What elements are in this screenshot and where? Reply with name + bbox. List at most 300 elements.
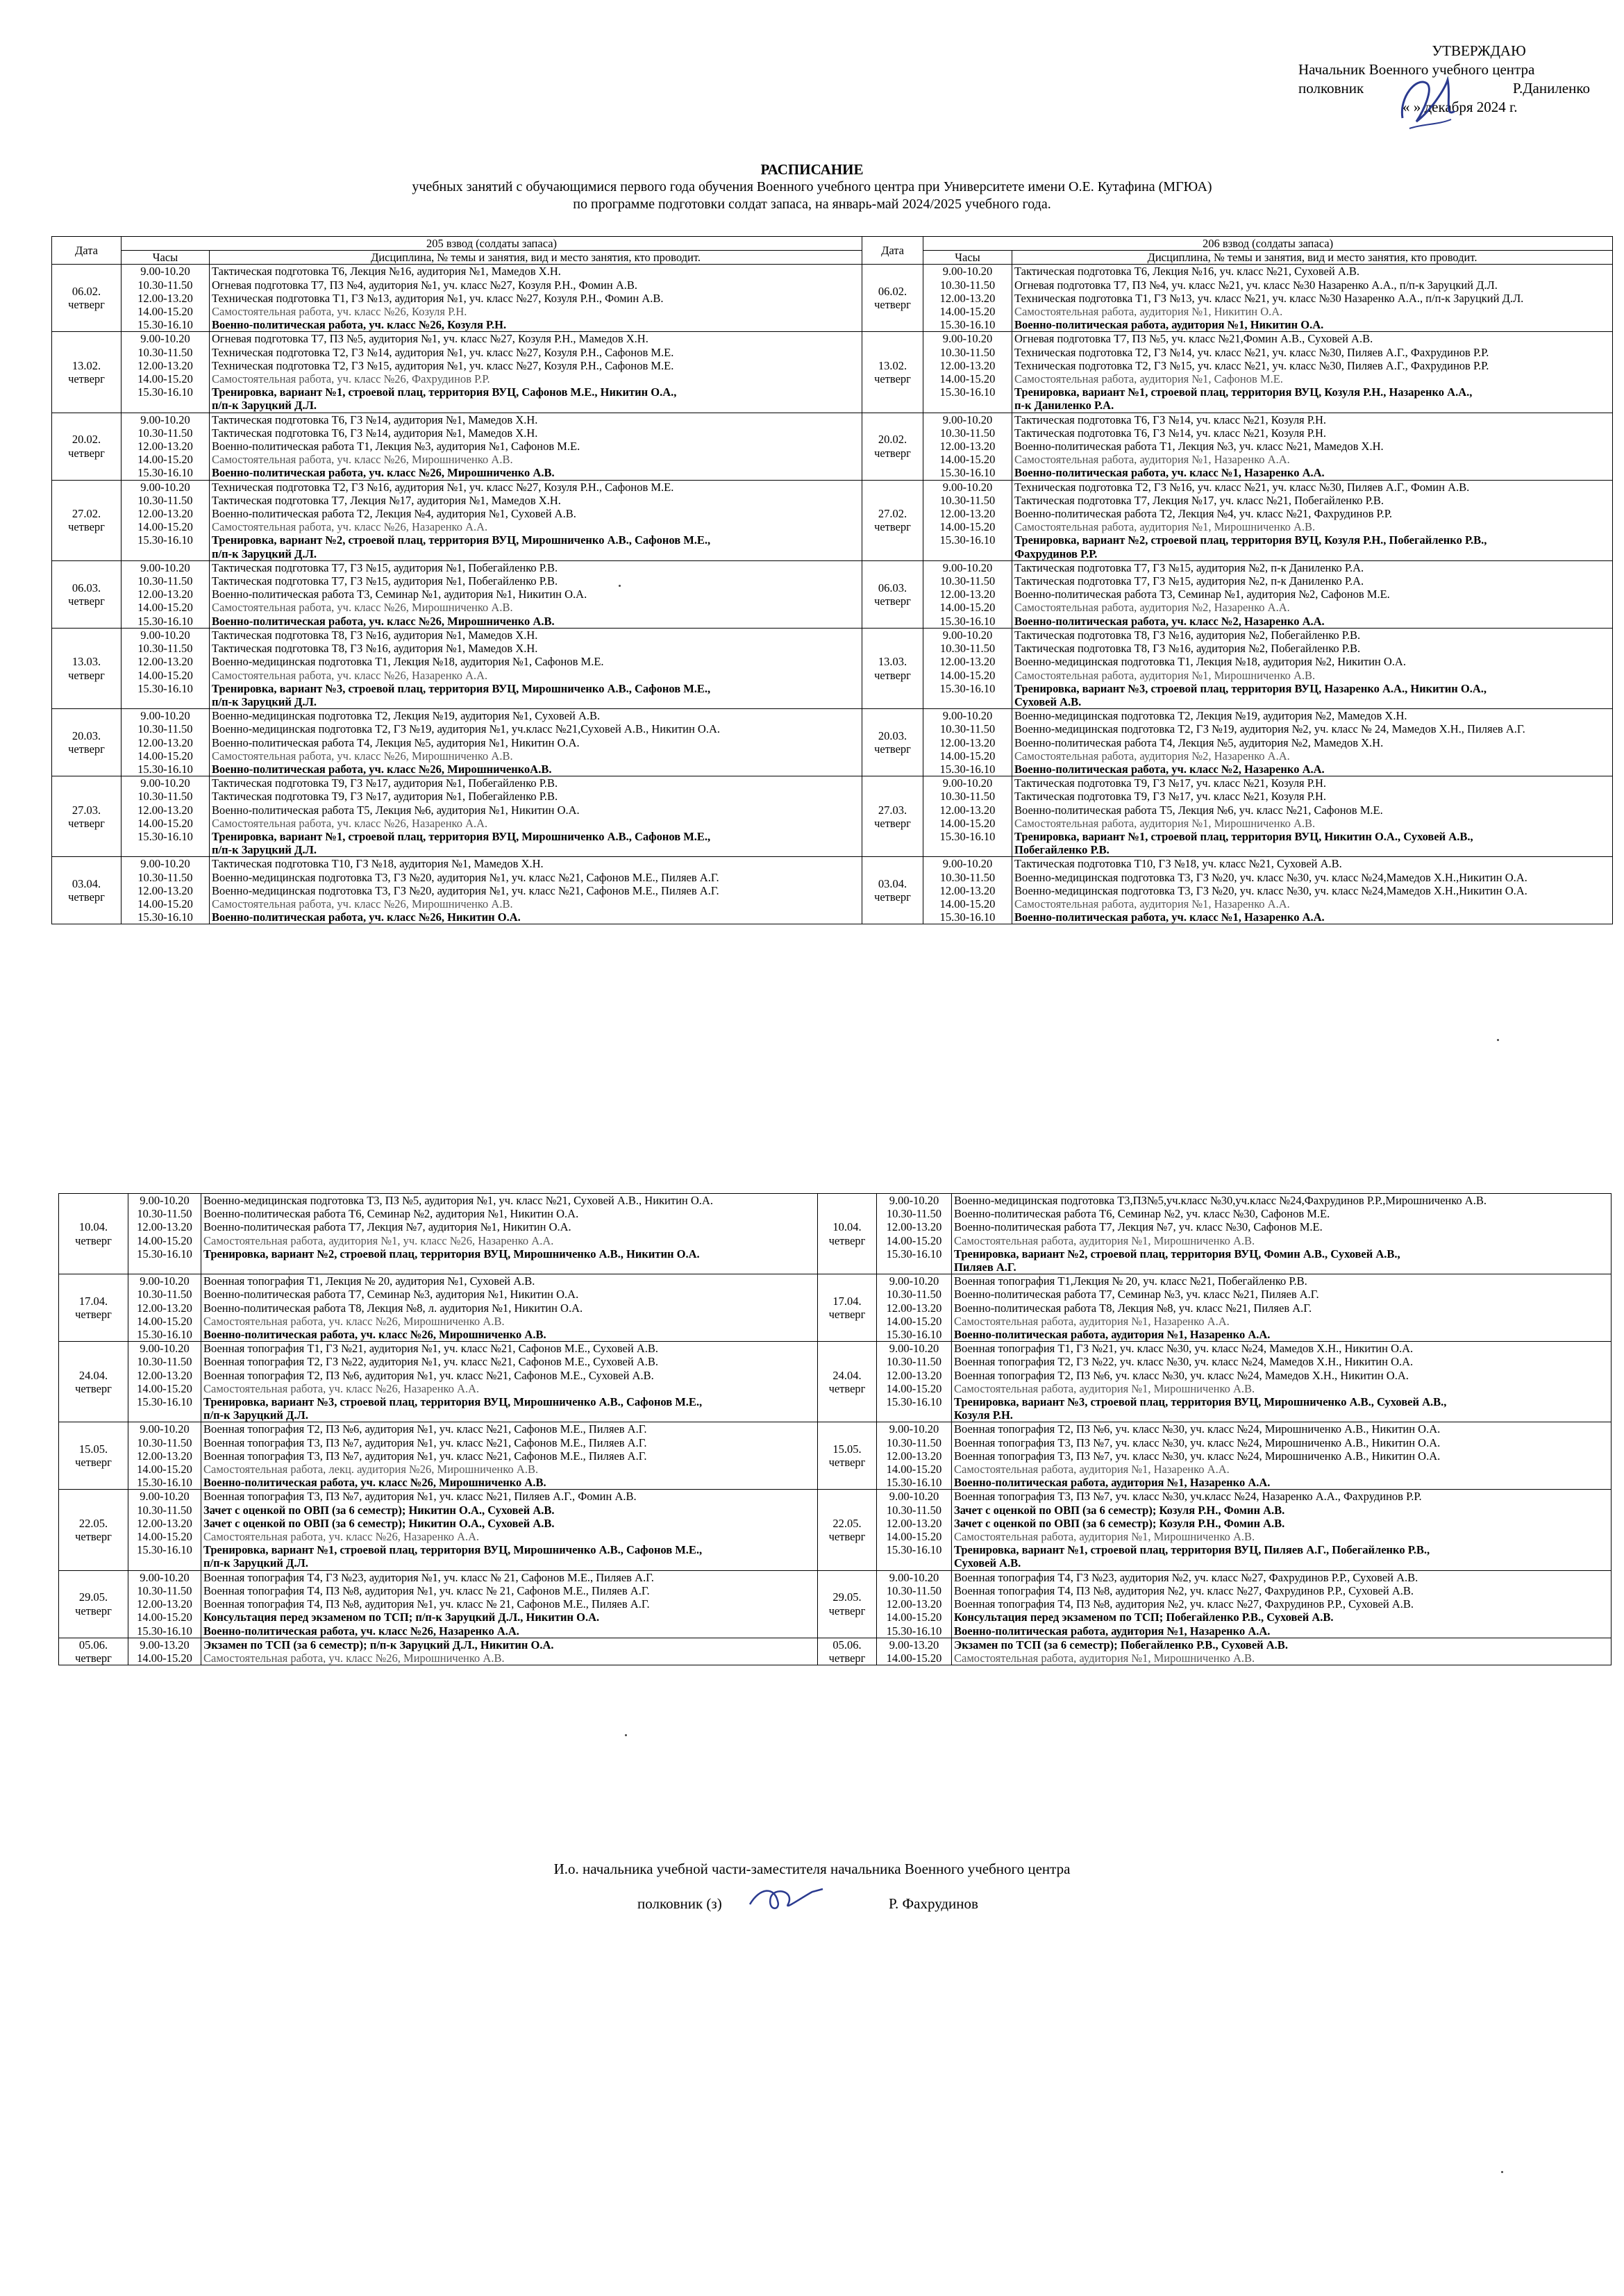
class-entry: Зачет с оценкой по ОВП (за 6 семестр); Никитин О.А., Суховей А.В. <box>203 1516 555 1530</box>
class-entry: Самостоятельная работа, уч. класс №26, Назаренко А.А. <box>212 816 488 830</box>
time-slot: 15.30-16.10 <box>886 1543 942 1557</box>
time-slot: 9.00-10.20 <box>140 776 190 790</box>
class-entry: Тренировка, вариант №1, строевой плац, территория ВУЦ, Мирошниченко А.В., Сафонов М.Е., <box>212 829 711 843</box>
time-slot: 12.00-13.20 <box>939 291 996 305</box>
time-slot: 15.30-16.10 <box>137 1476 192 1490</box>
time-slot: 14.00-15.20 <box>886 1314 942 1328</box>
class-entry: Самостоятельная работа, аудитория №1, Мирошниченко А.В. <box>954 1233 1255 1247</box>
date-cell-left <box>59 1342 128 1422</box>
time-slot: 9.00-10.20 <box>140 332 190 346</box>
time-slot: 15.30-16.10 <box>137 614 193 628</box>
date-value: 17.04. <box>78 1295 108 1308</box>
time-slot: 12.00-13.20 <box>886 1516 942 1530</box>
discipline-cell-left <box>210 332 862 413</box>
class-entry: Военно-политическая работа, уч. класс №26, Мирошниченко А.В. <box>212 466 555 480</box>
schedule-body-2 <box>59 1194 1612 1665</box>
time-slot: 12.00-13.20 <box>137 735 193 749</box>
time-slot: 9.00-13.20 <box>140 1638 190 1652</box>
discipline-cell-left <box>201 1422 818 1490</box>
hours-cell-left <box>122 560 210 628</box>
time-slot: 10.30-11.50 <box>886 1288 942 1301</box>
discipline-cell-right <box>1012 628 1613 708</box>
class-entry: Военная топография Т2, ГЗ №22, уч. класс №30, уч. класс №24, Мамедов Х.Н., Никитин О.А. <box>954 1355 1414 1369</box>
hours-cell-right <box>877 1570 952 1638</box>
class-entry: Военно-политическая работа Т5, Лекция №6, аудитория №1, Никитин О.А. <box>212 803 580 817</box>
date-value: 05.06. <box>78 1638 108 1652</box>
time-slot: 15.30-16.10 <box>137 466 193 480</box>
class-entry: Военно-политическая работа Т6, Семинар №2, аудитория №1, Никитин О.А. <box>203 1207 579 1221</box>
class-entry: п/п-к Заруцкий Д.Л. <box>203 1408 308 1422</box>
class-entry: Самостоятельная работа, аудитория №1, Назаренко А.А. <box>954 1314 1230 1328</box>
class-entry: Военно-политическая работа, уч. класс №26, Козуля Р.Н. <box>212 318 507 332</box>
footer-name: Р. Фахрудинов <box>889 1895 978 1912</box>
date-value: 15.05. <box>78 1442 108 1456</box>
time-slot: 14.00-15.20 <box>137 1463 192 1476</box>
time-slot: 10.30-11.50 <box>137 1207 192 1221</box>
time-slot: 9.00-10.20 <box>140 1570 190 1584</box>
date-value: 24.04. <box>832 1368 862 1382</box>
time-slot: 10.30-11.50 <box>137 345 193 359</box>
time-slot: 12.00-13.20 <box>137 1301 192 1315</box>
schedule-row <box>59 1342 1612 1422</box>
class-entry: Военно-политическая работа Т2, Лекция №4, аудитория №1, Суховей А.В. <box>212 507 576 521</box>
class-entry: Консультация перед экзаменом по ТСП; п/п-к Заруцкий Д.Л., Никитин О.А. <box>203 1611 600 1624</box>
class-entry: Тактическая подготовка Т6, ГЗ №14, уч. класс №21, Козуля Р.Н. <box>1014 426 1327 440</box>
time-slot: 10.30-11.50 <box>137 790 193 804</box>
class-entry: Военно-политическая работа Т1, Лекция №3, уч. класс №21, Мамедов Х.Н. <box>1014 440 1384 454</box>
time-slot: 9.00-10.20 <box>942 857 993 871</box>
class-entry: Тренировка, вариант №2, строевой плац, территория ВУЦ, Мирошниченко А.В., Никитин О.А. <box>203 1247 700 1261</box>
discipline-cell-right <box>952 1194 1612 1274</box>
class-entry: Тренировка, вариант №1, строевой плац, территория ВУЦ, Мирошниченко А.В., Сафонов М.Е., <box>203 1543 703 1557</box>
time-slot: 12.00-13.20 <box>137 1220 192 1234</box>
hours-cell-right <box>923 709 1012 776</box>
header-hours-left: Часы <box>122 251 210 265</box>
date-value: 15.05. <box>832 1442 862 1456</box>
class-entry: Военно-политическая работа Т8, Лекция №8, л. аудитория №1, Никитин О.А. <box>203 1301 583 1315</box>
time-slot: 12.00-13.20 <box>137 507 193 521</box>
class-entry: Самостоятельная работа, уч. класс №26, Назаренко А.А. <box>203 1530 480 1544</box>
discipline-cell-left <box>210 776 862 857</box>
time-slot: 10.30-11.50 <box>137 722 193 736</box>
class-entry: п/п-к Заруцкий Д.Л. <box>212 547 317 560</box>
class-entry: Военная топография Т2, ПЗ №6, уч. класс №30, уч. класс №24, Мамедов Х.Н., Никитин О.А. <box>954 1368 1409 1382</box>
header-platoon-205: 205 взвод (солдаты запаса) <box>122 237 862 251</box>
date-cell-right <box>862 628 923 708</box>
time-slot: 15.30-16.10 <box>137 681 193 695</box>
time-slot: 14.00-15.20 <box>137 1233 192 1247</box>
time-slot: 14.00-15.20 <box>137 816 193 830</box>
time-slot: 12.00-13.20 <box>939 735 996 749</box>
weekday: четверг <box>75 1456 112 1470</box>
class-entry: Самостоятельная работа, уч. класс №26, Назаренко А.А. <box>212 668 488 682</box>
time-slot: 10.30-11.50 <box>137 1436 192 1449</box>
weekday: четверг <box>828 1308 866 1322</box>
date-value: 27.02. <box>72 507 101 521</box>
date-value: 29.05. <box>832 1590 862 1604</box>
discipline-cell-right <box>1012 413 1613 480</box>
time-slot: 9.00-10.20 <box>889 1570 939 1584</box>
discipline-cell-left <box>201 1274 818 1342</box>
time-slot: 9.00-10.20 <box>140 628 190 642</box>
time-slot: 12.00-13.20 <box>137 655 193 669</box>
class-entry: Самостоятельная работа, аудитория №1, уч. класс №26, Назаренко А.А. <box>203 1233 554 1247</box>
class-entry: Военная топография Т1, Лекция № 20, аудитория №1, Суховей А.В. <box>203 1274 535 1288</box>
class-entry: Военно-политическая работа, аудитория №1, Назаренко А.А. <box>954 1624 1271 1638</box>
class-entry: Зачет с оценкой по ОВП (за 6 семестр); Козуля Р.Н., Фомин А.В. <box>954 1516 1285 1530</box>
class-entry: Тактическая подготовка Т6, ГЗ №14, уч. класс №21, Козуля Р.Н. <box>1014 413 1327 426</box>
hours-cell-right <box>923 857 1012 924</box>
class-entry: Самостоятельная работа, уч. класс №26, Мирошниченко А.В. <box>212 453 513 467</box>
class-entry: Тактическая подготовка Т9, ГЗ №17, аудитория №1, Побегайленко Р.В. <box>212 790 558 804</box>
date-cell-left <box>52 413 122 480</box>
time-slot: 9.00-10.20 <box>140 480 190 494</box>
time-slot: 10.30-11.50 <box>137 870 193 884</box>
time-slot: 12.00-13.20 <box>886 1368 942 1382</box>
class-entry: Военно-политическая работа, аудитория №1, Никитин О.А. <box>1014 318 1324 332</box>
class-entry: Тренировка, вариант №3, строевой плац, территория ВУЦ, Мирошниченко А.В., Сафонов М.Е., <box>203 1395 703 1409</box>
time-slot: 15.30-16.10 <box>137 910 193 924</box>
discipline-cell-right <box>1012 709 1613 776</box>
class-entry: Зачет с оценкой по ОВП (за 6 семестр); Никитин О.А., Суховей А.В. <box>203 1503 555 1517</box>
hours-cell-left <box>122 628 210 708</box>
class-entry: Тактическая подготовка Т7, Лекция №17, уч. класс №21, Побегайленко Р.В. <box>1014 493 1384 507</box>
date-value: 05.06. <box>832 1638 862 1652</box>
time-slot: 14.00-15.20 <box>939 305 996 319</box>
class-entry: п/п-к Заруцкий Д.Л. <box>212 694 317 708</box>
weekday: четверг <box>68 520 105 534</box>
time-slot: 15.30-16.10 <box>137 829 193 843</box>
weekday: четверг <box>828 1530 866 1544</box>
time-slot: 9.00-10.20 <box>889 1194 939 1207</box>
class-entry: Тренировка, вариант №3, строевой плац, территория ВУЦ, Мирошниченко А.В., Сафонов М.Е., <box>212 681 711 695</box>
weekday: четверг <box>828 1604 866 1617</box>
class-entry: Самостоятельная работа, уч. класс №26, Мирошниченко А.В. <box>203 1314 505 1328</box>
weekday: четверг <box>68 594 105 608</box>
date-cell-left <box>52 332 122 413</box>
class-entry: Военно-политическая работа, уч. класс №26, МирошниченкоА.В. <box>212 762 552 776</box>
hours-cell-right <box>877 1490 952 1570</box>
class-entry: Тактическая подготовка Т7, ГЗ №15, аудитория №2, п-к Даниленко Р.А. <box>1014 574 1364 588</box>
discipline-cell-left <box>201 1570 818 1638</box>
schedule-row <box>59 1422 1612 1490</box>
time-slot: 15.30-16.10 <box>939 829 996 843</box>
weekday: четверг <box>874 520 911 534</box>
date-value: 27.03. <box>72 803 101 817</box>
class-entry: Тактическая подготовка Т6, ГЗ №14, аудитория №1, Мамедов Х.Н. <box>212 413 538 426</box>
schedule-row <box>52 857 1613 924</box>
class-entry: Огневая подготовка Т7, ПЗ №4, аудитория №1, уч. класс №27, Козуля Р.Н., Фомин А.В. <box>212 278 638 292</box>
schedule-row <box>52 332 1613 413</box>
class-entry: Экзамен по ТСП (за 6 семестр); п/п-к Заруцкий Д.Л., Никитин О.А. <box>203 1638 554 1652</box>
class-entry: Военно-политическая работа Т2, Лекция №4, уч. класс №21, Фахрудинов Р.Р. <box>1014 507 1392 521</box>
hours-cell-left <box>128 1274 201 1342</box>
class-entry: Самостоятельная работа, аудитория №1, Никитин О.А. <box>1014 305 1283 319</box>
time-slot: 14.00-15.20 <box>137 453 193 467</box>
class-entry: Военно-политическая работа Т7, Семинар №3, аудитория №1, Никитин О.А. <box>203 1288 579 1301</box>
discipline-cell-left <box>210 265 862 332</box>
time-slot: 15.30-16.10 <box>939 533 996 547</box>
class-entry: Военно-политическая работа, уч. класс №1, Назаренко А.А. <box>1014 910 1325 924</box>
hours-cell-left <box>128 1638 201 1665</box>
time-slot: 10.30-11.50 <box>137 574 193 588</box>
time-slot: 10.30-11.50 <box>137 1288 192 1301</box>
class-entry: Тренировка, вариант №2, строевой плац, территория ВУЦ, Фомин А.В., Суховей А.В., <box>954 1247 1400 1261</box>
class-entry: Тренировка, вариант №2, строевой плац, территория ВУЦ, Мирошниченко А.В., Сафонов М.Е., <box>212 533 711 547</box>
class-entry: Военная топография Т4, ГЗ №23, аудитория №1, уч. класс № 21, Сафонов М.Е., Пиляев А.Г. <box>203 1570 654 1584</box>
time-slot: 14.00-15.20 <box>137 601 193 615</box>
class-entry: Самостоятельная работа, лекц. аудитория №26, Мирошниченко А.В. <box>203 1463 539 1476</box>
speck <box>1501 2171 1503 2173</box>
time-slot: 14.00-15.20 <box>939 372 996 386</box>
weekday: четверг <box>828 1651 866 1665</box>
time-slot: 14.00-15.20 <box>137 897 193 910</box>
time-slot: 12.00-13.20 <box>939 507 996 521</box>
time-slot: 14.00-15.20 <box>137 1530 192 1544</box>
time-slot: 10.30-11.50 <box>886 1355 942 1369</box>
weekday: четверг <box>75 1530 112 1544</box>
schedule-row <box>52 776 1613 857</box>
discipline-cell-left <box>210 857 862 924</box>
class-entry: Самостоятельная работа, уч. класс №26, Назаренко А.А. <box>212 520 488 534</box>
date-cell-right <box>862 480 923 560</box>
date-value: 24.04. <box>78 1368 108 1382</box>
time-slot: 10.30-11.50 <box>137 278 193 292</box>
time-slot: 9.00-10.20 <box>942 480 993 494</box>
class-entry: Козуля Р.Н. <box>954 1408 1013 1422</box>
class-entry: Военно-политическая работа, уч. класс №26, Никитин О.А. <box>212 910 521 924</box>
class-entry: Военно-политическая работа Т3, Семинар №1, аудитория №2, Сафонов М.Е. <box>1014 588 1390 601</box>
approval-name: Р.Даниленко <box>1512 80 1590 97</box>
discipline-cell-right <box>952 1342 1612 1422</box>
time-slot: 10.30-11.50 <box>886 1436 942 1449</box>
speck <box>619 585 621 587</box>
hours-cell-left <box>122 413 210 480</box>
class-entry: Военно-политическая работа, уч. класс №26, Мирошниченко А.В. <box>212 614 555 628</box>
time-slot: 15.30-16.10 <box>886 1476 942 1490</box>
footer-rank: полковник (з) <box>637 1895 722 1912</box>
class-entry: Военная топография Т1,Лекция № 20, уч. класс №21, Побегайленко Р.В. <box>954 1274 1307 1288</box>
time-slot: 12.00-13.20 <box>886 1449 942 1463</box>
date-cell-left <box>59 1422 128 1490</box>
time-slot: 9.00-10.20 <box>942 265 993 278</box>
class-entry: Военно-медицинская подготовка Т2, ГЗ №19, аудитория №1, уч.класс №21,Суховей А.В., Никитин О.А. <box>212 722 720 736</box>
time-slot: 9.00-10.20 <box>942 709 993 723</box>
date-value: 13.02. <box>72 358 101 372</box>
weekday: четверг <box>874 372 911 386</box>
time-slot: 15.30-16.10 <box>939 385 996 399</box>
time-slot: 10.30-11.50 <box>939 493 996 507</box>
hours-cell-right <box>877 1342 952 1422</box>
class-entry: Тактическая подготовка Т8, ГЗ №16, аудитория №1, Мамедов Х.Н. <box>212 642 538 656</box>
time-slot: 14.00-15.20 <box>939 453 996 467</box>
class-entry: Военная топография Т1, ГЗ №21, аудитория №1, уч. класс №21, Сафонов М.Е., Суховей А.В. <box>203 1342 659 1356</box>
time-slot: 15.30-16.10 <box>886 1624 942 1638</box>
class-entry: Самостоятельная работа, аудитория №1, Мирошниченко А.В. <box>1014 668 1316 682</box>
hours-cell-right <box>877 1274 952 1342</box>
discipline-cell-right <box>1012 332 1613 413</box>
discipline-cell-right <box>952 1422 1612 1490</box>
time-slot: 15.30-16.10 <box>886 1328 942 1342</box>
time-slot: 12.00-13.20 <box>939 588 996 601</box>
class-entry: Тактическая подготовка Т9, ГЗ №17, уч. класс №21, Козуля Р.Н. <box>1014 790 1327 804</box>
time-slot: 14.00-15.20 <box>939 601 996 615</box>
hours-cell-right <box>923 560 1012 628</box>
class-entry: Тренировка, вариант №1, строевой плац, территория ВУЦ, Сафонов М.Е., Никитин О.А., <box>212 385 677 399</box>
class-entry: Военно-медицинская подготовка Т3,ПЗ№5,уч.класс №30,уч.класс №24,Фахрудинов Р.Р.,Мирошниченко А.В. <box>954 1194 1487 1207</box>
class-entry: Военная топография Т3, ПЗ №7, уч. класс №30, уч. класс №24, Мирошниченко А.В., Никитин О.А. <box>954 1436 1441 1449</box>
time-slot: 10.30-11.50 <box>939 790 996 804</box>
date-value: 10.04. <box>832 1220 862 1234</box>
date-cell-right <box>862 332 923 413</box>
time-slot: 10.30-11.50 <box>137 1355 192 1369</box>
time-slot: 15.30-16.10 <box>939 910 996 924</box>
time-slot: 12.00-13.20 <box>137 291 193 305</box>
class-entry: Пиляев А.Г. <box>954 1261 1016 1274</box>
discipline-cell-left <box>210 480 862 560</box>
time-slot: 9.00-10.20 <box>942 332 993 346</box>
time-slot: 9.00-10.20 <box>140 1194 190 1207</box>
time-slot: 9.00-10.20 <box>889 1342 939 1356</box>
weekday: четверг <box>828 1456 866 1470</box>
class-entry: Тактическая подготовка Т6, Лекция №16, уч. класс №21, Суховей А.В. <box>1014 265 1360 278</box>
header-date-right: Дата <box>862 237 923 265</box>
class-entry: Тренировка, вариант №2, строевой плац, территория ВУЦ, Козуля Р.Н., Побегайленко Р.В., <box>1014 533 1487 547</box>
class-entry: Тренировка, вариант №1, строевой плац, территория ВУЦ, Пиляев А.Г., Побегайленко Р.В., <box>954 1543 1430 1557</box>
time-slot: 15.30-16.10 <box>939 614 996 628</box>
weekday: четверг <box>68 372 105 386</box>
class-entry: Техническая подготовка Т2, ГЗ №14, аудитория №1, уч. класс №27, Козуля Р.Н., Сафонов М.Е. <box>212 345 674 359</box>
date-value: 20.03. <box>878 729 907 742</box>
time-slot: 9.00-13.20 <box>889 1638 939 1652</box>
class-entry: Военно-политическая работа Т4, Лекция №5, аудитория №1, Никитин О.А. <box>212 735 580 749</box>
time-slot: 14.00-15.20 <box>939 816 996 830</box>
approval-position: Начальник Военного учебного центра <box>1298 61 1535 78</box>
schedule-row <box>59 1638 1612 1665</box>
class-entry: Тактическая подготовка Т10, ГЗ №18, аудитория №1, Мамедов Х.Н. <box>212 857 544 871</box>
class-entry: Тактическая подготовка Т10, ГЗ №18, уч. класс №21, Суховей А.В. <box>1014 857 1342 871</box>
director-signature <box>1396 69 1458 139</box>
date-cell-left <box>59 1490 128 1570</box>
class-entry: Тактическая подготовка Т6, ГЗ №14, аудитория №1, Мамедов Х.Н. <box>212 426 538 440</box>
time-slot: 10.30-11.50 <box>886 1503 942 1517</box>
date-cell-right <box>818 1274 877 1342</box>
hours-cell-right <box>923 332 1012 413</box>
class-entry: Фахрудинов Р.Р. <box>1014 547 1098 560</box>
class-entry: Тактическая подготовка Т7, Лекция №17, аудитория №1, Мамедов Х.Н. <box>212 493 561 507</box>
weekday: четверг <box>75 1604 112 1617</box>
time-slot: 12.00-13.20 <box>137 803 193 817</box>
class-entry: п/п-к Заруцкий Д.Л. <box>212 399 317 413</box>
date-cell-left <box>59 1274 128 1342</box>
weekday: четверг <box>75 1381 112 1395</box>
time-slot: 14.00-15.20 <box>137 1314 192 1328</box>
discipline-cell-right <box>1012 776 1613 857</box>
class-entry: Самостоятельная работа, аудитория №1, Назаренко А.А. <box>954 1463 1230 1476</box>
schedule-row <box>52 560 1613 628</box>
class-entry: Военно-медицинская подготовка Т3, ГЗ №20, аудитория №1, уч. класс №21, Сафонов М.Е., Пиляев А.Г. <box>212 870 719 884</box>
date-cell-left <box>52 628 122 708</box>
discipline-cell-left <box>210 560 862 628</box>
time-slot: 12.00-13.20 <box>137 358 193 372</box>
time-slot: 10.30-11.50 <box>939 722 996 736</box>
time-slot: 10.30-11.50 <box>939 574 996 588</box>
schedule-row <box>52 480 1613 560</box>
weekday: четверг <box>828 1381 866 1395</box>
schedule-row <box>52 628 1613 708</box>
class-entry: Военно-медицинская подготовка Т1, Лекция №18, аудитория №1, Сафонов М.Е. <box>212 655 604 669</box>
class-entry: Военно-политическая работа Т4, Лекция №5, аудитория №2, Мамедов Х.Н. <box>1014 735 1384 749</box>
class-entry: Огневая подготовка Т7, ПЗ №5, аудитория №1, уч. класс №27, Козуля Р.Н., Мамедов Х.Н. <box>212 332 648 346</box>
date-cell-right <box>862 265 923 332</box>
time-slot: 12.00-13.20 <box>886 1301 942 1315</box>
hours-cell-left <box>122 265 210 332</box>
class-entry: Военно-политическая работа, уч. класс №26, Мирошниченко А.В. <box>203 1328 546 1342</box>
class-entry: Тактическая подготовка Т9, ГЗ №17, аудитория №1, Побегайленко Р.В. <box>212 776 558 790</box>
time-slot: 15.30-16.10 <box>939 466 996 480</box>
schedule-row <box>59 1274 1612 1342</box>
class-entry: Военная топография Т3, ПЗ №7, аудитория №1, уч. класс №21, Сафонов М.Е., Пиляев А.Г. <box>203 1436 647 1449</box>
class-entry: п/п-к Заруцкий Д.Л. <box>212 843 317 857</box>
discipline-cell-left <box>201 1638 818 1665</box>
speck <box>625 1734 627 1736</box>
class-entry: Военно-политическая работа, уч. класс №2, Назаренко А.А. <box>1014 614 1325 628</box>
class-entry: Военно-медицинская подготовка Т2, Лекция №19, аудитория №1, Суховей А.В. <box>212 709 601 723</box>
date-cell-right <box>818 1194 877 1274</box>
time-slot: 10.30-11.50 <box>137 642 193 656</box>
approval-date: « » декабря 2024 г. <box>1403 99 1518 115</box>
class-entry: Техническая подготовка Т2, ГЗ №16, уч. класс №21, уч. класс №30, Пиляев А.Г., Фомин А.В. <box>1014 480 1470 494</box>
discipline-cell-right <box>1012 480 1613 560</box>
document-subtitle-2: по программе подготовки солдат запаса, на январь-май 2024/2025 учебного года. <box>573 197 1051 212</box>
class-entry: Военная топография Т3, ПЗ №7, уч. класс №30, уч. класс №24, Мирошниченко А.В., Никитин О.А. <box>954 1449 1441 1463</box>
time-slot: 15.30-16.10 <box>939 762 996 776</box>
discipline-cell-left <box>201 1342 818 1422</box>
class-entry: Самостоятельная работа, аудитория №2, Назаренко А.А. <box>1014 749 1290 763</box>
class-entry: п-к Даниленко Р.А. <box>1014 399 1114 413</box>
time-slot: 12.00-13.20 <box>939 440 996 454</box>
hours-cell-left <box>128 1570 201 1638</box>
class-entry: Военная топография Т2, ПЗ №6, уч. класс №30, уч. класс №24, Мирошниченко А.В., Никитин О.А. <box>954 1422 1441 1436</box>
class-entry: Военно-политическая работа Т7, Лекция №7, аудитория №1, Никитин О.А. <box>203 1220 571 1234</box>
date-cell-right <box>862 709 923 776</box>
class-entry: Техническая подготовка Т2, ГЗ №15, аудитория №1, уч. класс №27, Козуля Р.Н., Сафонов М.Е. <box>212 358 674 372</box>
date-cell-right <box>862 857 923 924</box>
class-entry: Военно-политическая работа, аудитория №1, Назаренко А.А. <box>954 1328 1271 1342</box>
time-slot: 9.00-10.20 <box>140 1422 190 1436</box>
class-entry: Тактическая подготовка Т7, ГЗ №15, аудитория №2, п-к Даниленко Р.А. <box>1014 560 1364 574</box>
discipline-cell-left <box>210 413 862 480</box>
schedule-row <box>59 1490 1612 1570</box>
time-slot: 12.00-13.20 <box>137 1449 192 1463</box>
discipline-cell-right <box>952 1490 1612 1570</box>
weekday: четверг <box>75 1233 112 1247</box>
time-slot: 9.00-10.20 <box>140 709 190 723</box>
class-entry: Военная топография Т2, ПЗ №6, аудитория №1, уч. класс №21, Сафонов М.Е., Пиляев А.Г. <box>203 1422 647 1436</box>
class-entry: Военно-медицинская подготовка Т3, ГЗ №20, аудитория №1, уч. класс №21, Сафонов М.Е., Пиляев А.Г. <box>212 883 719 897</box>
class-entry: Самостоятельная работа, аудитория №1, Мирошниченко А.В. <box>954 1381 1255 1395</box>
weekday: четверг <box>874 890 911 904</box>
class-entry: Военно-политическая работа Т7, Лекция №7, уч. класс №30, Сафонов М.Е. <box>954 1220 1323 1234</box>
time-slot: 9.00-10.20 <box>942 628 993 642</box>
time-slot: 15.30-16.10 <box>137 385 193 399</box>
time-slot: 14.00-15.20 <box>886 1381 942 1395</box>
hours-cell-right <box>877 1194 952 1274</box>
weekday: четверг <box>874 298 911 312</box>
hours-cell-right <box>923 413 1012 480</box>
hours-cell-left <box>128 1342 201 1422</box>
class-entry: Военно-политическая работа, уч. класс №2, Назаренко А.А. <box>1014 762 1325 776</box>
